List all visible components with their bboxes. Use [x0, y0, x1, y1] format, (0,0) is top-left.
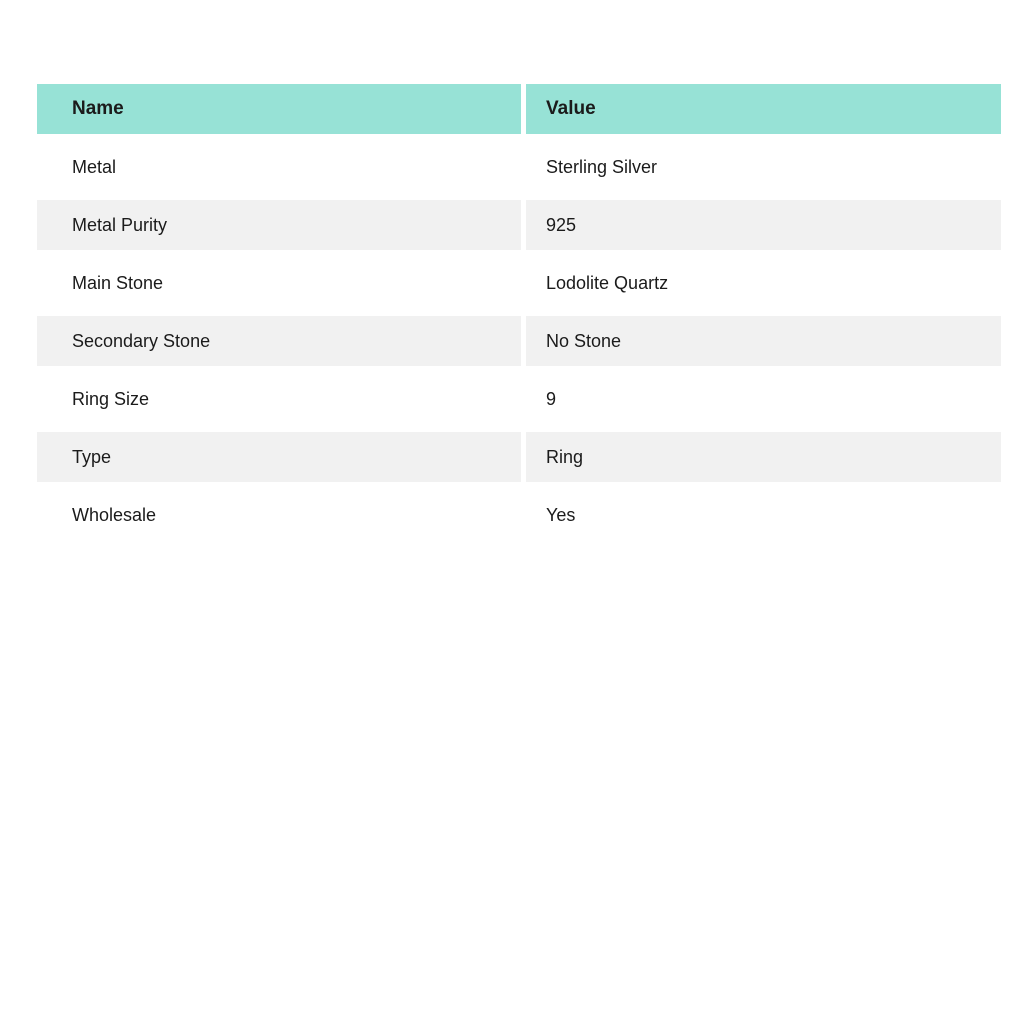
spec-table: [32, 76, 1006, 548]
spec-value-cell: Ring: [526, 432, 1001, 482]
spec-name-cell: Wholesale: [37, 490, 521, 540]
column-header-name: Name: [37, 84, 521, 134]
spec-value-cell: 9: [526, 374, 1001, 424]
table-row: [37, 432, 1001, 482]
spec-name-cell: Metal Purity: [37, 200, 521, 250]
table-header-row: [37, 84, 1001, 134]
spec-value-cell: Yes: [526, 490, 1001, 540]
column-header-value: Value: [526, 84, 1001, 134]
table-row: [37, 316, 1001, 366]
spec-name-cell: Type: [37, 432, 521, 482]
spec-value-cell: 925: [526, 200, 1001, 250]
table-row: [37, 200, 1001, 250]
table-row: [37, 142, 1001, 192]
spec-value-cell: No Stone: [526, 316, 1001, 366]
spec-name-cell: Metal: [37, 142, 521, 192]
spec-name-cell: Main Stone: [37, 258, 521, 308]
spec-value-cell: Lodolite Quartz: [526, 258, 1001, 308]
table-row: [37, 374, 1001, 424]
spec-name-cell: Secondary Stone: [37, 316, 521, 366]
spec-name-cell: Ring Size: [37, 374, 521, 424]
table-row: [37, 258, 1001, 308]
spec-value-cell: Sterling Silver: [526, 142, 1001, 192]
table-row: [37, 490, 1001, 540]
